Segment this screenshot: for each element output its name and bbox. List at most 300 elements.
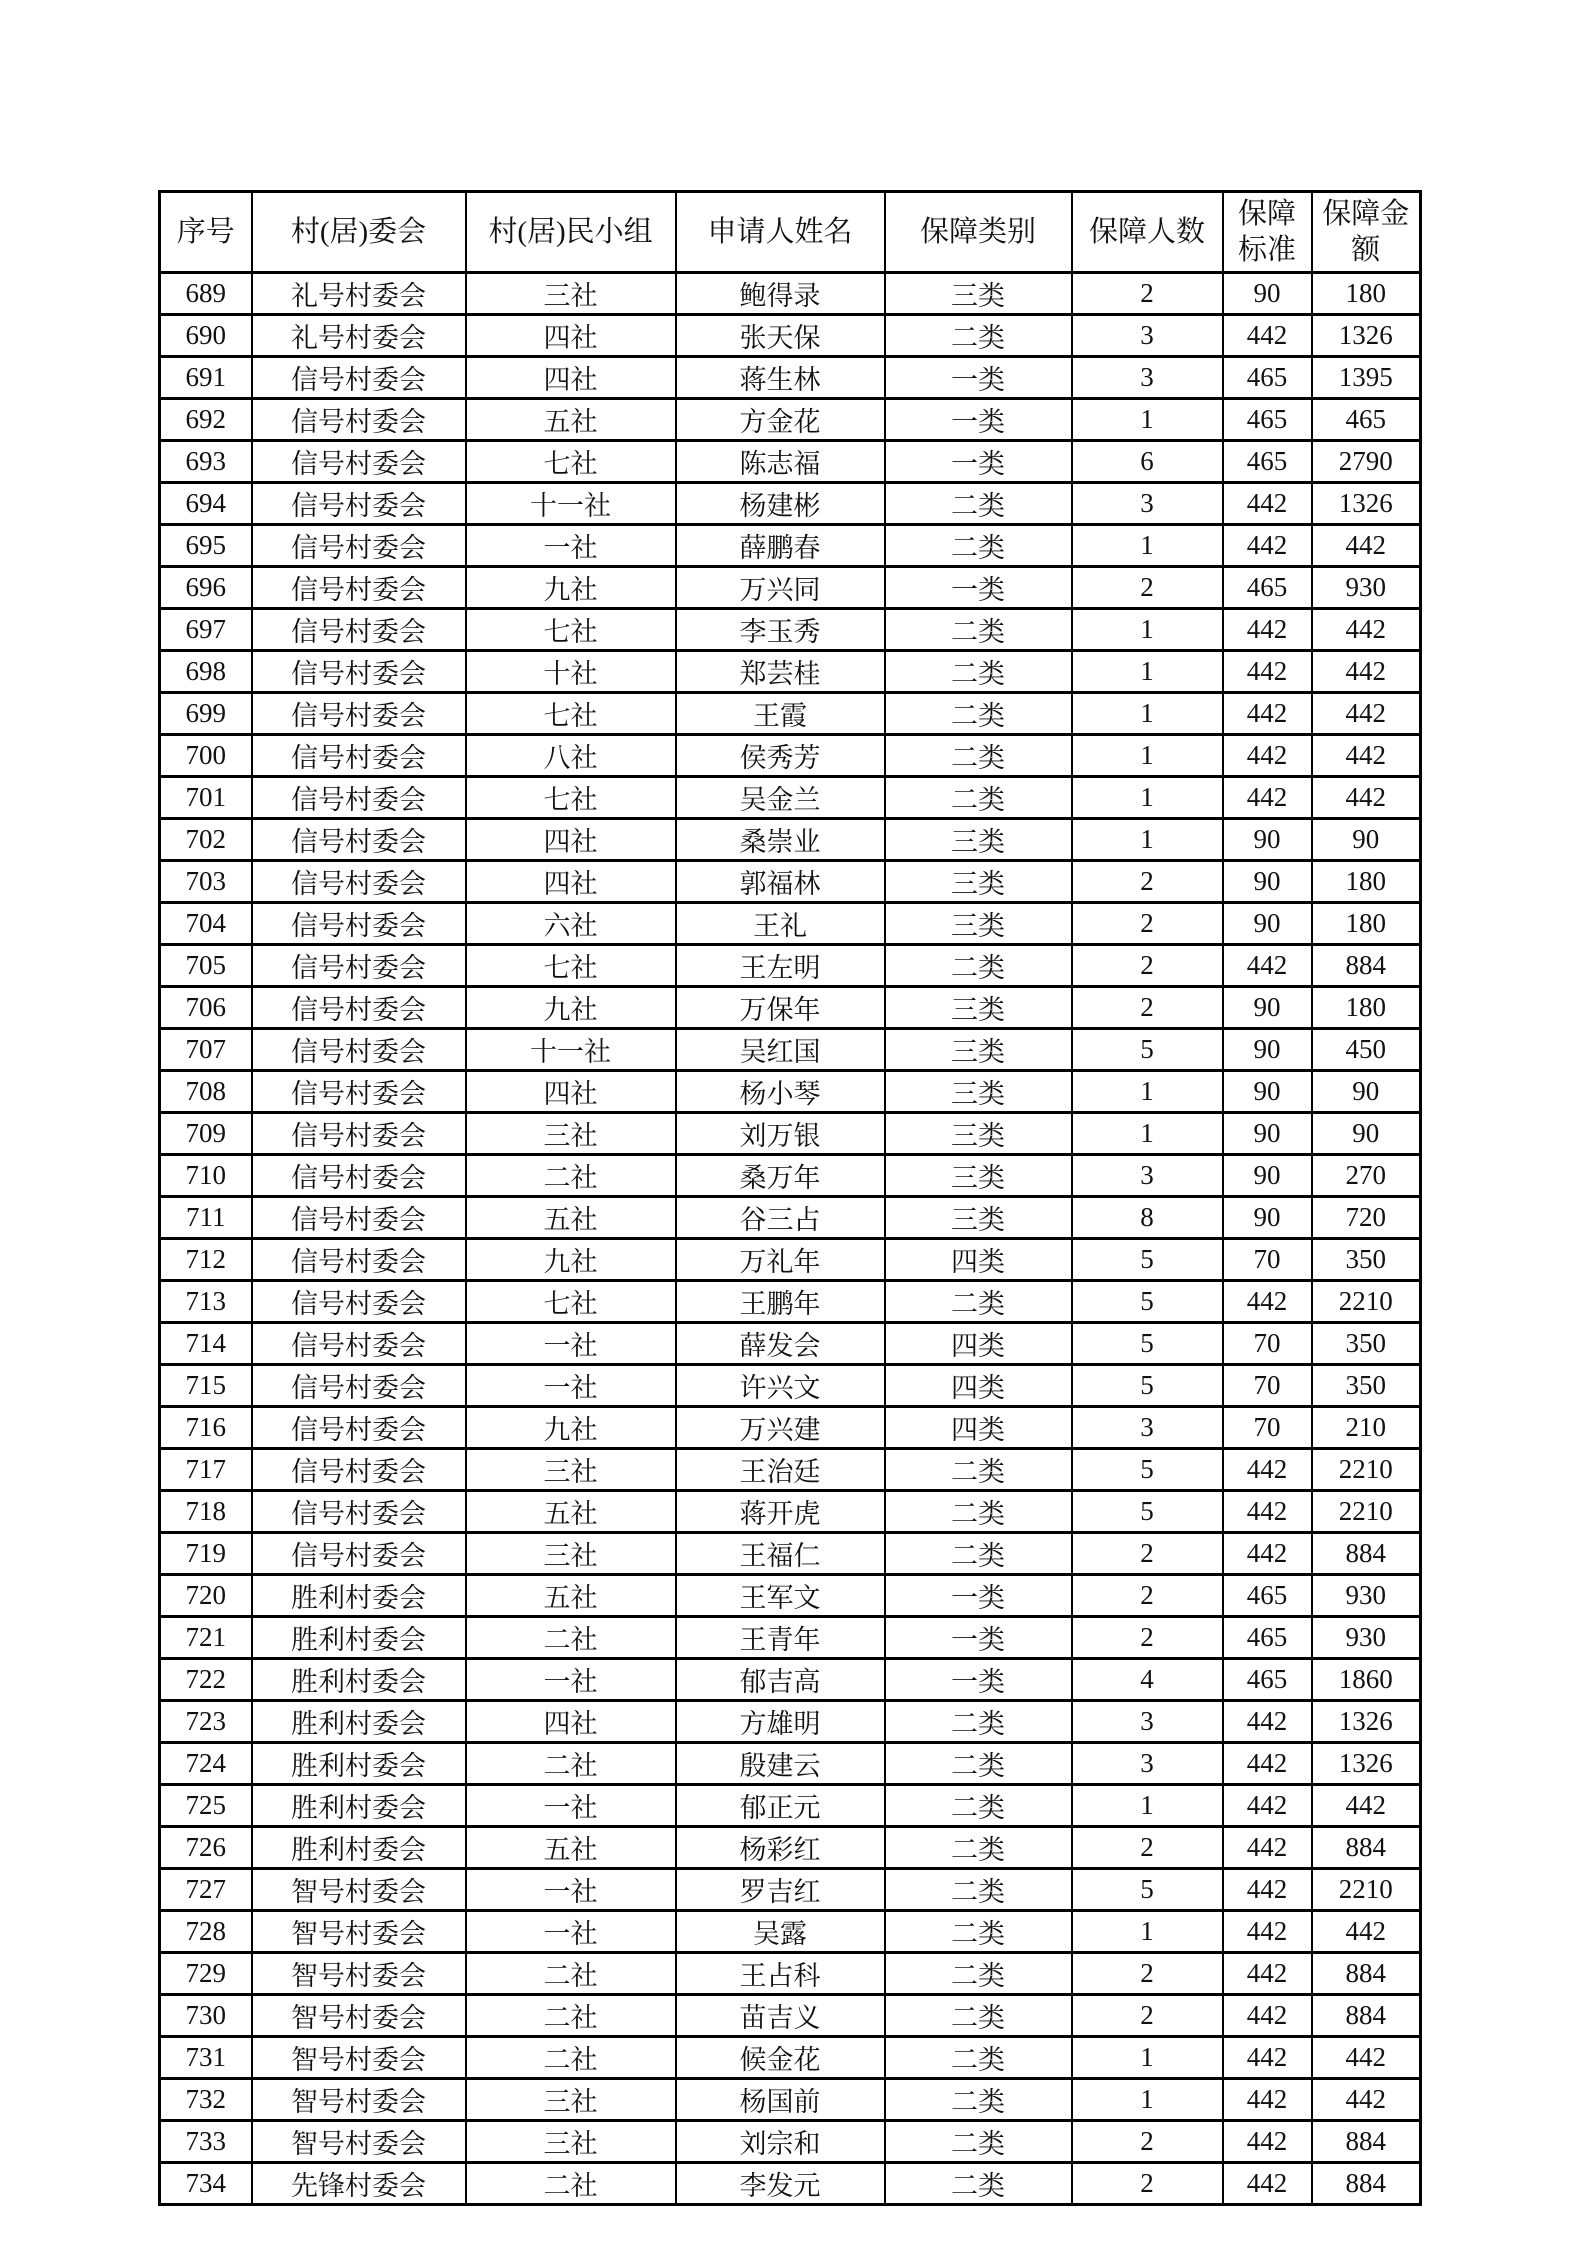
cell-category: 一类	[885, 357, 1072, 399]
cell-standard: 442	[1223, 2079, 1312, 2121]
cell-group: 九社	[466, 987, 676, 1029]
cell-amount: 442	[1312, 2037, 1421, 2079]
cell-applicant: 薛鹏春	[676, 525, 885, 567]
cell-category: 四类	[885, 1323, 1072, 1365]
cell-standard: 465	[1223, 1659, 1312, 1701]
cell-committee: 智号村委会	[252, 2121, 466, 2163]
cell-group: 九社	[466, 567, 676, 609]
table-row	[160, 1407, 1421, 1449]
cell-people: 5	[1072, 1281, 1223, 1323]
cell-committee: 信号村委会	[252, 357, 466, 399]
cell-seq: 734	[160, 2163, 252, 2205]
cell-seq: 723	[160, 1701, 252, 1743]
table-row	[160, 987, 1421, 1029]
cell-people: 1	[1072, 525, 1223, 567]
cell-group: 四社	[466, 819, 676, 861]
cell-people: 1	[1072, 399, 1223, 441]
table-row	[160, 2163, 1421, 2205]
cell-category: 二类	[885, 2163, 1072, 2205]
cell-standard: 442	[1223, 945, 1312, 987]
table-row	[160, 273, 1421, 315]
cell-committee: 信号村委会	[252, 609, 466, 651]
cell-applicant: 谷三占	[676, 1197, 885, 1239]
cell-people: 5	[1072, 1869, 1223, 1911]
cell-seq: 705	[160, 945, 252, 987]
cell-standard: 442	[1223, 315, 1312, 357]
cell-group: 九社	[466, 1239, 676, 1281]
cell-standard: 442	[1223, 1491, 1312, 1533]
cell-amount: 350	[1312, 1239, 1421, 1281]
cell-committee: 信号村委会	[252, 1533, 466, 1575]
table-row	[160, 2121, 1421, 2163]
table-row	[160, 903, 1421, 945]
cell-applicant: 吴金兰	[676, 777, 885, 819]
cell-standard: 442	[1223, 1995, 1312, 2037]
cell-applicant: 蒋生林	[676, 357, 885, 399]
cell-applicant: 王霞	[676, 693, 885, 735]
table-row	[160, 1071, 1421, 1113]
cell-committee: 智号村委会	[252, 1953, 466, 1995]
cell-applicant: 方金花	[676, 399, 885, 441]
cell-group: 二社	[466, 1953, 676, 1995]
table-row	[160, 1155, 1421, 1197]
cell-applicant: 桑万年	[676, 1155, 885, 1197]
cell-committee: 信号村委会	[252, 441, 466, 483]
cell-committee: 信号村委会	[252, 1407, 466, 1449]
cell-standard: 442	[1223, 1785, 1312, 1827]
cell-category: 三类	[885, 903, 1072, 945]
cell-standard: 90	[1223, 1113, 1312, 1155]
table-row	[160, 693, 1421, 735]
cell-committee: 先锋村委会	[252, 2163, 466, 2205]
table-row	[160, 735, 1421, 777]
cell-people: 1	[1072, 1113, 1223, 1155]
column-header-category: 保障类别	[885, 192, 1072, 273]
cell-committee: 礼号村委会	[252, 273, 466, 315]
cell-committee: 信号村委会	[252, 861, 466, 903]
cell-committee: 信号村委会	[252, 1239, 466, 1281]
cell-people: 1	[1072, 693, 1223, 735]
cell-standard: 70	[1223, 1365, 1312, 1407]
cell-standard: 90	[1223, 273, 1312, 315]
cell-category: 二类	[885, 735, 1072, 777]
cell-amount: 1326	[1312, 1701, 1421, 1743]
cell-category: 二类	[885, 945, 1072, 987]
cell-committee: 胜利村委会	[252, 1575, 466, 1617]
cell-people: 5	[1072, 1449, 1223, 1491]
cell-people: 3	[1072, 483, 1223, 525]
cell-amount: 350	[1312, 1323, 1421, 1365]
cell-group: 三社	[466, 1449, 676, 1491]
cell-applicant: 薛发会	[676, 1323, 885, 1365]
cell-category: 二类	[885, 2079, 1072, 2121]
cell-seq: 722	[160, 1659, 252, 1701]
cell-committee: 信号村委会	[252, 1071, 466, 1113]
cell-applicant: 李玉秀	[676, 609, 885, 651]
cell-group: 五社	[466, 1575, 676, 1617]
cell-people: 1	[1072, 651, 1223, 693]
cell-people: 4	[1072, 1659, 1223, 1701]
cell-amount: 442	[1312, 1911, 1421, 1953]
cell-people: 2	[1072, 945, 1223, 987]
cell-people: 1	[1072, 609, 1223, 651]
cell-category: 三类	[885, 819, 1072, 861]
cell-category: 一类	[885, 567, 1072, 609]
cell-amount: 720	[1312, 1197, 1421, 1239]
cell-people: 1	[1072, 1785, 1223, 1827]
cell-people: 5	[1072, 1029, 1223, 1071]
cell-people: 1	[1072, 1911, 1223, 1953]
cell-group: 五社	[466, 1491, 676, 1533]
cell-amount: 442	[1312, 1785, 1421, 1827]
cell-amount: 930	[1312, 1617, 1421, 1659]
cell-people: 3	[1072, 1701, 1223, 1743]
cell-people: 3	[1072, 1155, 1223, 1197]
table-row	[160, 1281, 1421, 1323]
cell-committee: 信号村委会	[252, 1281, 466, 1323]
cell-category: 二类	[885, 1743, 1072, 1785]
cell-standard: 442	[1223, 609, 1312, 651]
cell-category: 二类	[885, 315, 1072, 357]
table-row	[160, 1113, 1421, 1155]
cell-seq: 700	[160, 735, 252, 777]
cell-amount: 884	[1312, 1953, 1421, 1995]
cell-group: 八社	[466, 735, 676, 777]
table-row	[160, 483, 1421, 525]
cell-group: 六社	[466, 903, 676, 945]
cell-group: 十一社	[466, 1029, 676, 1071]
cell-seq: 724	[160, 1743, 252, 1785]
cell-group: 一社	[466, 525, 676, 567]
cell-seq: 690	[160, 315, 252, 357]
cell-group: 七社	[466, 441, 676, 483]
cell-applicant: 万礼年	[676, 1239, 885, 1281]
cell-group: 四社	[466, 1701, 676, 1743]
cell-seq: 718	[160, 1491, 252, 1533]
cell-people: 2	[1072, 1533, 1223, 1575]
cell-committee: 信号村委会	[252, 1449, 466, 1491]
table-row	[160, 2037, 1421, 2079]
cell-seq: 697	[160, 609, 252, 651]
cell-seq: 709	[160, 1113, 252, 1155]
table-row	[160, 2079, 1421, 2121]
cell-seq: 689	[160, 273, 252, 315]
cell-committee: 胜利村委会	[252, 1701, 466, 1743]
cell-standard: 442	[1223, 735, 1312, 777]
cell-applicant: 罗吉红	[676, 1869, 885, 1911]
cell-group: 七社	[466, 1281, 676, 1323]
cell-amount: 2210	[1312, 1281, 1421, 1323]
table-row	[160, 1701, 1421, 1743]
cell-applicant: 杨建彬	[676, 483, 885, 525]
cell-category: 二类	[885, 2121, 1072, 2163]
cell-committee: 胜利村委会	[252, 1827, 466, 1869]
cell-amount: 450	[1312, 1029, 1421, 1071]
cell-seq: 716	[160, 1407, 252, 1449]
cell-standard: 442	[1223, 1827, 1312, 1869]
cell-amount: 442	[1312, 693, 1421, 735]
cell-amount: 884	[1312, 2163, 1421, 2205]
cell-category: 二类	[885, 1701, 1072, 1743]
table-row	[160, 1449, 1421, 1491]
cell-amount: 180	[1312, 987, 1421, 1029]
table-row	[160, 861, 1421, 903]
cell-amount: 1326	[1312, 483, 1421, 525]
cell-people: 5	[1072, 1323, 1223, 1365]
cell-amount: 930	[1312, 1575, 1421, 1617]
cell-amount: 180	[1312, 861, 1421, 903]
cell-group: 二社	[466, 2037, 676, 2079]
cell-people: 5	[1072, 1365, 1223, 1407]
cell-amount: 180	[1312, 903, 1421, 945]
cell-applicant: 郭福林	[676, 861, 885, 903]
cell-committee: 信号村委会	[252, 987, 466, 1029]
cell-seq: 713	[160, 1281, 252, 1323]
cell-applicant: 王礼	[676, 903, 885, 945]
cell-committee: 信号村委会	[252, 1197, 466, 1239]
cell-category: 二类	[885, 1533, 1072, 1575]
cell-group: 二社	[466, 2163, 676, 2205]
cell-category: 二类	[885, 693, 1072, 735]
cell-applicant: 张天保	[676, 315, 885, 357]
cell-category: 二类	[885, 1869, 1072, 1911]
cell-amount: 2210	[1312, 1449, 1421, 1491]
cell-group: 九社	[466, 1407, 676, 1449]
cell-people: 1	[1072, 819, 1223, 861]
cell-category: 三类	[885, 1155, 1072, 1197]
cell-group: 四社	[466, 861, 676, 903]
cell-group: 三社	[466, 273, 676, 315]
cell-amount: 2210	[1312, 1491, 1421, 1533]
cell-group: 二社	[466, 1617, 676, 1659]
cell-standard: 442	[1223, 525, 1312, 567]
table-row	[160, 1617, 1421, 1659]
cell-people: 2	[1072, 2163, 1223, 2205]
cell-amount: 884	[1312, 945, 1421, 987]
cell-standard: 465	[1223, 567, 1312, 609]
column-header-committee: 村(居)委会	[252, 192, 466, 273]
table-row	[160, 609, 1421, 651]
cell-seq: 719	[160, 1533, 252, 1575]
column-header-applicant: 申请人姓名	[676, 192, 885, 273]
cell-group: 二社	[466, 1995, 676, 2037]
cell-seq: 717	[160, 1449, 252, 1491]
cell-applicant: 苗吉义	[676, 1995, 885, 2037]
cell-committee: 信号村委会	[252, 567, 466, 609]
cell-amount: 884	[1312, 1533, 1421, 1575]
cell-applicant: 方雄明	[676, 1701, 885, 1743]
cell-seq: 704	[160, 903, 252, 945]
cell-amount: 1326	[1312, 1743, 1421, 1785]
cell-amount: 2210	[1312, 1869, 1421, 1911]
cell-committee: 信号村委会	[252, 525, 466, 567]
cell-amount: 442	[1312, 2079, 1421, 2121]
cell-applicant: 万保年	[676, 987, 885, 1029]
cell-seq: 710	[160, 1155, 252, 1197]
cell-committee: 信号村委会	[252, 1491, 466, 1533]
table-body	[160, 273, 1421, 2205]
cell-applicant: 王占科	[676, 1953, 885, 1995]
cell-amount: 442	[1312, 777, 1421, 819]
cell-category: 二类	[885, 651, 1072, 693]
cell-standard: 442	[1223, 1743, 1312, 1785]
cell-category: 一类	[885, 399, 1072, 441]
cell-category: 三类	[885, 1197, 1072, 1239]
cell-seq: 730	[160, 1995, 252, 2037]
cell-committee: 信号村委会	[252, 483, 466, 525]
cell-people: 5	[1072, 1239, 1223, 1281]
table-row	[160, 1995, 1421, 2037]
cell-amount: 442	[1312, 651, 1421, 693]
cell-committee: 信号村委会	[252, 1029, 466, 1071]
table-row	[160, 1323, 1421, 1365]
table-row	[160, 1659, 1421, 1701]
cell-category: 三类	[885, 273, 1072, 315]
cell-applicant: 王福仁	[676, 1533, 885, 1575]
cell-standard: 90	[1223, 1197, 1312, 1239]
cell-applicant: 杨小琴	[676, 1071, 885, 1113]
table-row	[160, 525, 1421, 567]
cell-category: 二类	[885, 2037, 1072, 2079]
cell-group: 一社	[466, 1911, 676, 1953]
table-row	[160, 1197, 1421, 1239]
cell-applicant: 候金花	[676, 2037, 885, 2079]
cell-people: 2	[1072, 1617, 1223, 1659]
cell-seq: 703	[160, 861, 252, 903]
cell-category: 二类	[885, 525, 1072, 567]
cell-amount: 465	[1312, 399, 1421, 441]
cell-category: 二类	[885, 1827, 1072, 1869]
cell-committee: 智号村委会	[252, 2037, 466, 2079]
cell-committee: 信号村委会	[252, 819, 466, 861]
cell-committee: 信号村委会	[252, 777, 466, 819]
cell-amount: 884	[1312, 1995, 1421, 2037]
cell-group: 五社	[466, 1197, 676, 1239]
cell-group: 三社	[466, 1533, 676, 1575]
cell-people: 1	[1072, 2037, 1223, 2079]
cell-amount: 1395	[1312, 357, 1421, 399]
cell-group: 七社	[466, 945, 676, 987]
cell-group: 七社	[466, 693, 676, 735]
cell-applicant: 李发元	[676, 2163, 885, 2205]
cell-category: 一类	[885, 441, 1072, 483]
cell-category: 四类	[885, 1239, 1072, 1281]
cell-people: 5	[1072, 1491, 1223, 1533]
cell-group: 一社	[466, 1869, 676, 1911]
table-row	[160, 1533, 1421, 1575]
cell-applicant: 鲍得录	[676, 273, 885, 315]
table-header-row	[160, 192, 1421, 273]
cell-committee: 信号村委会	[252, 945, 466, 987]
cell-committee: 胜利村委会	[252, 1743, 466, 1785]
cell-group: 四社	[466, 357, 676, 399]
cell-standard: 90	[1223, 1029, 1312, 1071]
cell-applicant: 蒋开虎	[676, 1491, 885, 1533]
cell-applicant: 王左明	[676, 945, 885, 987]
cell-amount: 2790	[1312, 441, 1421, 483]
cell-people: 2	[1072, 1995, 1223, 2037]
table-row	[160, 819, 1421, 861]
cell-category: 四类	[885, 1365, 1072, 1407]
cell-group: 三社	[466, 1113, 676, 1155]
cell-people: 3	[1072, 1743, 1223, 1785]
table-row	[160, 399, 1421, 441]
cell-amount: 442	[1312, 525, 1421, 567]
cell-seq: 725	[160, 1785, 252, 1827]
cell-people: 1	[1072, 735, 1223, 777]
cell-committee: 礼号村委会	[252, 315, 466, 357]
cell-category: 二类	[885, 777, 1072, 819]
cell-group: 一社	[466, 1323, 676, 1365]
cell-group: 七社	[466, 777, 676, 819]
cell-seq: 733	[160, 2121, 252, 2163]
cell-seq: 695	[160, 525, 252, 567]
cell-amount: 90	[1312, 1071, 1421, 1113]
cell-category: 一类	[885, 1617, 1072, 1659]
cell-people: 8	[1072, 1197, 1223, 1239]
cell-category: 二类	[885, 1995, 1072, 2037]
cell-applicant: 吴红国	[676, 1029, 885, 1071]
cell-seq: 711	[160, 1197, 252, 1239]
cell-group: 一社	[466, 1365, 676, 1407]
cell-standard: 465	[1223, 1617, 1312, 1659]
cell-applicant: 王军文	[676, 1575, 885, 1617]
table-row	[160, 357, 1421, 399]
cell-people: 1	[1072, 2079, 1223, 2121]
table-row	[160, 1239, 1421, 1281]
cell-committee: 信号村委会	[252, 1365, 466, 1407]
cell-seq: 693	[160, 441, 252, 483]
cell-group: 二社	[466, 1155, 676, 1197]
cell-category: 二类	[885, 1491, 1072, 1533]
cell-category: 二类	[885, 1785, 1072, 1827]
cell-group: 五社	[466, 399, 676, 441]
cell-category: 二类	[885, 1911, 1072, 1953]
cell-people: 2	[1072, 1827, 1223, 1869]
cell-seq: 715	[160, 1365, 252, 1407]
cell-group: 十一社	[466, 483, 676, 525]
cell-applicant: 王治廷	[676, 1449, 885, 1491]
table-row	[160, 1365, 1421, 1407]
cell-category: 二类	[885, 1953, 1072, 1995]
cell-standard: 70	[1223, 1407, 1312, 1449]
cell-standard: 442	[1223, 777, 1312, 819]
cell-category: 二类	[885, 1449, 1072, 1491]
cell-amount: 350	[1312, 1365, 1421, 1407]
cell-amount: 1326	[1312, 315, 1421, 357]
cell-applicant: 万兴建	[676, 1407, 885, 1449]
cell-standard: 90	[1223, 1155, 1312, 1197]
table-row	[160, 1911, 1421, 1953]
cell-people: 2	[1072, 987, 1223, 1029]
cell-applicant: 殷建云	[676, 1743, 885, 1785]
table-row	[160, 1491, 1421, 1533]
cell-people: 6	[1072, 441, 1223, 483]
cell-people: 2	[1072, 903, 1223, 945]
cell-amount: 1860	[1312, 1659, 1421, 1701]
cell-standard: 442	[1223, 1281, 1312, 1323]
cell-people: 2	[1072, 861, 1223, 903]
cell-standard: 90	[1223, 819, 1312, 861]
table-row	[160, 1869, 1421, 1911]
cell-category: 一类	[885, 1575, 1072, 1617]
cell-group: 四社	[466, 1071, 676, 1113]
cell-seq: 694	[160, 483, 252, 525]
cell-seq: 692	[160, 399, 252, 441]
cell-standard: 90	[1223, 987, 1312, 1029]
cell-seq: 708	[160, 1071, 252, 1113]
cell-category: 四类	[885, 1407, 1072, 1449]
